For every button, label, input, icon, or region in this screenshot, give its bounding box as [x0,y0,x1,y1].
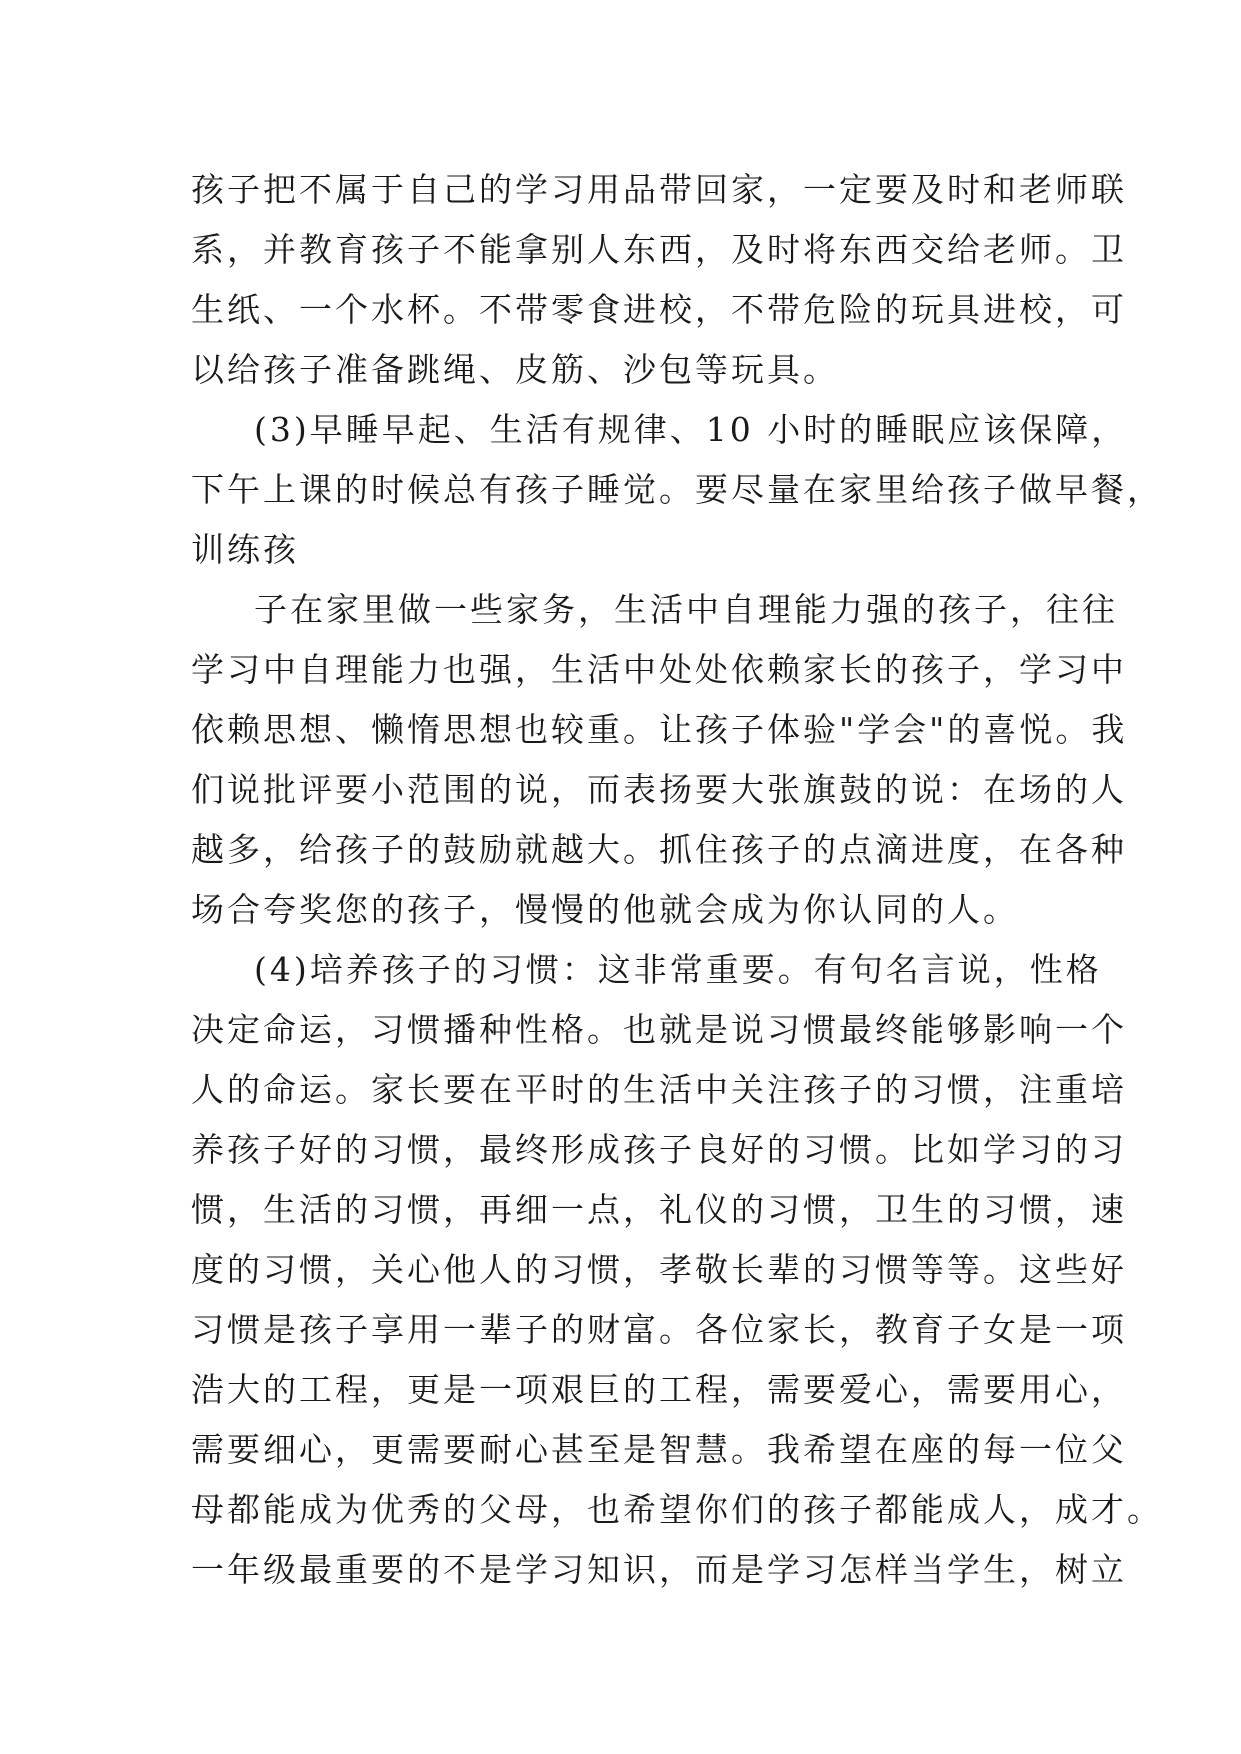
text-line: 训练孩 [191,530,299,569]
text-line: 场合夸奖您的孩子，慢慢的他就会成为你认同的人。 [191,890,1019,929]
text-line: 养孩子好的习惯，最终形成孩子良好的习惯。比如学习的习 [191,1130,1127,1169]
text-line: 母都能成为优秀的父母，也希望你们的孩子都能成人，成才。 [191,1490,1163,1529]
text-line: 孩子把不属于自己的学习用品带回家，一定要及时和老师联 [191,170,1127,209]
text-line: 学习中自理能力也强，生活中处处依赖家长的孩子，学习中 [191,650,1127,689]
text-line: 生纸、一个水杯。不带零食进校，不带危险的玩具进校，可 [191,290,1127,329]
text-line: 惯，生活的习惯，再细一点，礼仪的习惯，卫生的习惯，速 [191,1190,1127,1229]
paragraph-3-start: (3)早睡早起、生活有规律、10 小时的睡眠应该保障， [254,410,1128,449]
text-line: 需要细心，更需要耐心甚至是智慧。我希望在座的每一位父 [191,1430,1127,1469]
text-line: 决定命运，习惯播种性格。也就是说习惯最终能够影响一个 [191,1010,1127,1049]
text-line: 以给孩子准备跳绳、皮筋、沙包等玩具。 [191,350,839,389]
text-line: 人的命运。家长要在平时的生活中关注孩子的习惯，注重培 [191,1070,1127,1109]
text-line: 浩大的工程，更是一项艰巨的工程，需要爱心，需要用心， [191,1370,1127,1409]
text-line: 下午上课的时候总有孩子睡觉。要尽量在家里给孩子做早餐， [191,470,1163,509]
paragraph-4-start: (4)培养孩子的习惯：这非常重要。有句名言说，性格 [254,950,1102,989]
text-line: 越多，给孩子的鼓励就越大。抓住孩子的点滴进度，在各种 [191,830,1127,869]
text-line: 系，并教育孩子不能拿别人东西，及时将东西交给老师。卫 [191,230,1127,269]
text-line: 度的习惯，关心他人的习惯，孝敬长辈的习惯等等。这些好 [191,1250,1127,1289]
body-text [191,160,1163,1600]
paragraph-start: 子在家里做一些家务，生活中自理能力强的孩子，往往 [254,590,1118,629]
text-line: 们说批评要小范围的说，而表扬要大张旗鼓的说：在场的人 [191,770,1127,809]
text-line: 一年级最重要的不是学习知识，而是学习怎样当学生，树立 [191,1550,1127,1589]
text-line: 习惯是孩子享用一辈子的财富。各位家长，教育子女是一项 [191,1310,1127,1349]
text-line: 依赖思想、懒惰思想也较重。让孩子体验"学会"的喜悦。我 [191,710,1128,749]
